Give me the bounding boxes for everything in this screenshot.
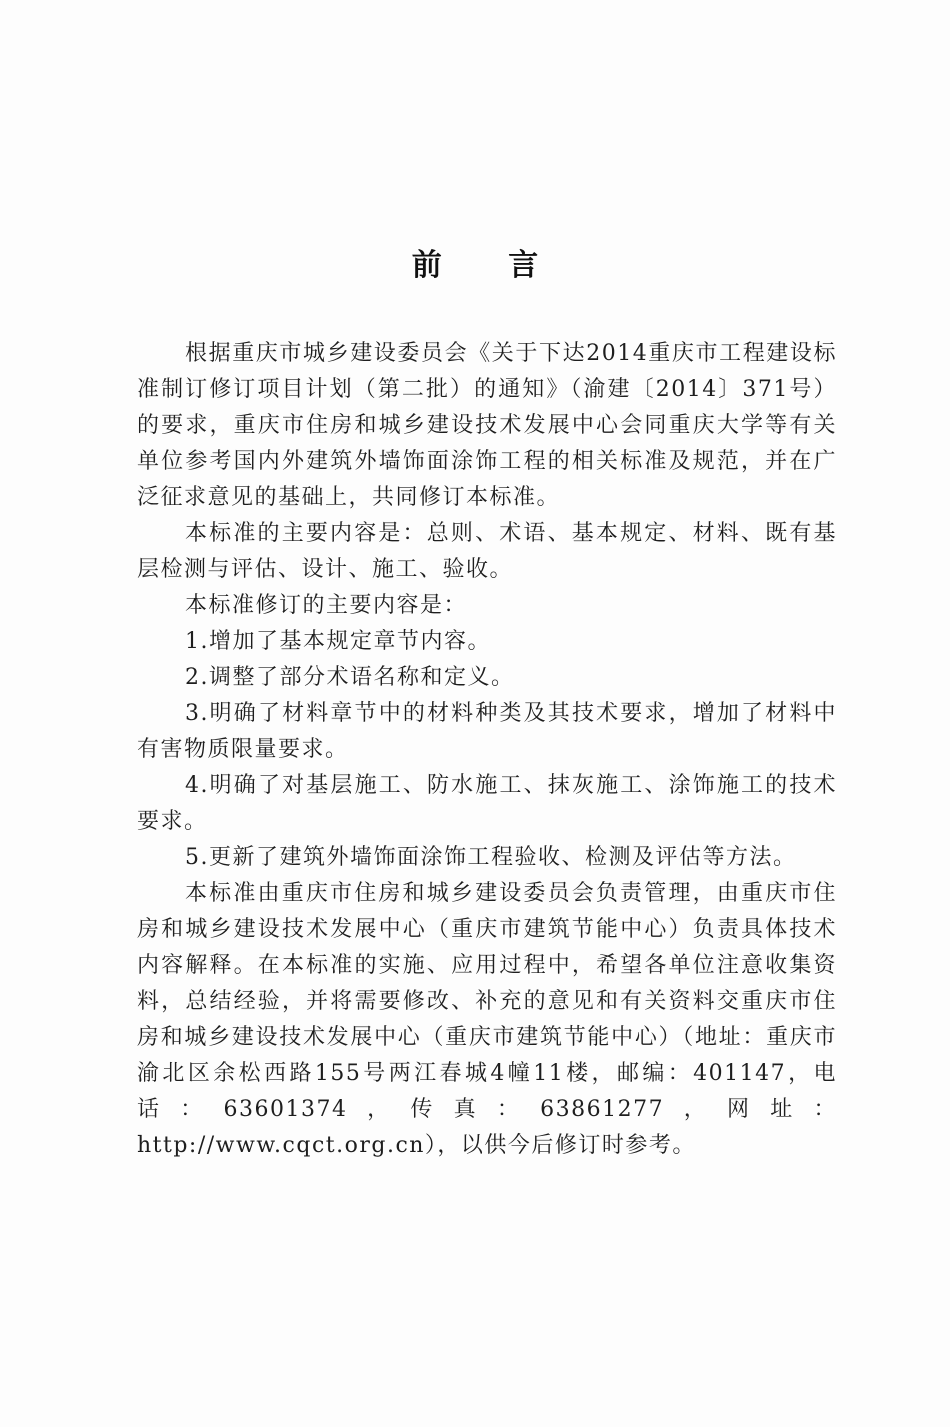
paragraph-management: 本标准由重庆市住房和城乡建设委员会负责管理，由重庆市住房和城乡建设技术发展中心（重庆市建筑节能中心）负责具体技术内容解释。在本标准的实施、应用过程中，希望各单位注意收集资料，总结经验，并将需要修改、补充的意见和有关资料交重庆市住房和城乡建设技术发展中心（重庆市建筑节能中心）（地址：重庆市渝北区余松西路155号两江春城4幢11楼，邮编：401147，电话：63601374，传真：63861277，网址：http://www.cqct.org.cn），以供今后修订时参考。: [137, 881, 837, 1158]
revision-item-2: 2.调整了部分术语名称和定义。: [185, 665, 515, 690]
paragraph-main-content: 本标准的主要内容是：总则、术语、基本规定、材料、既有基层检测与评估、设计、施工、验收。: [137, 521, 837, 582]
preface-body: [137, 336, 837, 1164]
revision-item-4: 4.明确了对基层施工、防水施工、抹灰施工、涂饰施工的技术要求。: [137, 773, 837, 834]
paragraph-revision-intro: 本标准修订的主要内容是：: [185, 593, 468, 618]
page-title: 前 言: [411, 248, 567, 283]
paragraph-basis: 根据重庆市城乡建设委员会《关于下达2014重庆市工程建设标准制订修订项目计划（第二批）的通知》（渝建〔2014〕371号）的要求，重庆市住房和城乡建设技术发展中心会同重庆大学等有关单位参考国内外建筑外墙饰面涂饰工程的相关标准及规范，并在广泛征求意见的基础上，共同修订本标准。: [137, 341, 837, 510]
revision-item-5: 5.更新了建筑外墙饰面涂饰工程验收、检测及评估等方法。: [185, 845, 797, 870]
revision-item-3: 3.明确了材料章节中的材料种类及其技术要求，增加了材料中有害物质限量要求。: [137, 701, 837, 762]
revision-item-1: 1.增加了基本规定章节内容。: [185, 629, 491, 654]
